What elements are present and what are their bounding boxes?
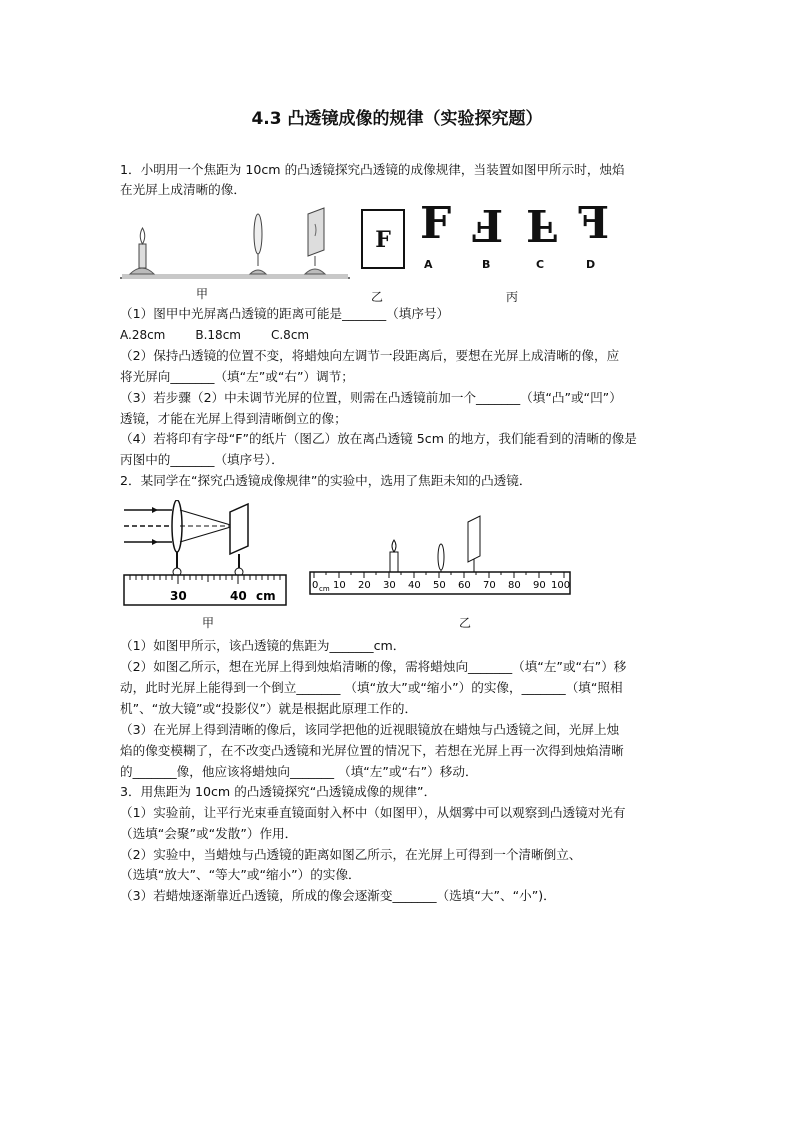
q2-part2-line-3: 机”、“放大镜”或“投影仪”）就是根据此原理工作的． [120, 701, 418, 716]
q3-part1-line-2: （选填“会聚”或“发散”）作用． [120, 826, 298, 841]
choice-a-glyph: F [420, 198, 452, 249]
q2-yi-tick-0: 0 [312, 580, 319, 591]
q1-stem-line-1: 1．小明用一个焦距为 10cm 的凸透镜探究凸透镜的成像规律，当装置如图甲所示时，烛焰 [120, 162, 625, 177]
q3-part2-line-1: （2）实验中，当蜡烛与凸透镜的距离如图乙所示，在光屏上可得到一个清晰倒立、 [120, 847, 582, 862]
q1-figure-jia [120, 204, 350, 284]
q2-part1-line: （1）如图甲所示，该凸透镜的焦距为_______cm． [120, 638, 406, 653]
q1-part4-line-2: 丙图中的_______（填序号）． [120, 452, 284, 467]
q2-stem-line: 2．某同学在“探究凸透镜成像规律”的实验中，选用了焦距未知的凸透镜． [120, 473, 532, 488]
q1-caption-jia: 甲 [196, 287, 209, 301]
choice-d-glyph: F [578, 198, 610, 249]
q1-part2-line-1: （2）保持凸透镜的位置不变，将蜡烛向左调节一段距离后，要想在光屏上成清晰的像，应 [120, 348, 620, 363]
choice-c-glyph: F [526, 199, 558, 250]
q2-part2-line-1: （2）如图乙所示，想在光屏上得到烛焰清晰的像，需将蜡烛向_______（填“左”或“右”）移 [120, 659, 627, 674]
q1-option-b: B.18cm [195, 328, 241, 342]
q2-part3-line-2: 焰的像变模糊了，在不改变凸透镜和光屏位置的情况下，若想在光屏上再一次得到烛焰清晰 [120, 743, 624, 758]
q1-option-c: C.8cm [270, 328, 310, 342]
q1-part1-line: （1）图甲中光屏离凸透镜的距离可能是_______（填序号） [120, 306, 450, 321]
q2-yi-tick-20: 20 [358, 580, 371, 591]
choice-d-label: D [586, 258, 596, 271]
q2-yi-tick-70: 70 [483, 580, 496, 591]
q1-option-a: A.28cm [120, 328, 166, 342]
q2-jia-tick-30: 30 [170, 589, 187, 603]
q1-part2-line-2: 将光屏向_______（填“左”或“右”）调节； [120, 369, 354, 384]
q1-part4-line-1: （4）若将印有字母“F”的纸片（图乙）放在离凸透镜 5cm 的地方，我们能看到的清晰的像是 [120, 431, 637, 446]
q3-part2-line-2: （选填“放大”、“等大”或“缩小”）的实像． [120, 867, 361, 882]
choice-c-label: C [536, 258, 545, 271]
q1-caption-bing: 丙 [506, 290, 519, 304]
q2-yi-tick-50: 50 [433, 580, 446, 591]
q3-part3-line: （3）若蜡烛逐渐靠近凸透镜，所成的像会逐渐变_______（选填“大”、“小”)． [120, 888, 556, 903]
q2-yi-tick-40: 40 [408, 580, 421, 591]
q2-jia-tick-40: 40 [230, 589, 247, 603]
choice-b-glyph: F [472, 199, 504, 250]
q2-yi-tick-80: 80 [508, 580, 521, 591]
q1-options [120, 327, 680, 343]
q1-stem-line-2: 在光屏上成清晰的像． [120, 182, 246, 197]
choice-b-label: B [482, 258, 491, 271]
q2-part3-line-3: 的_______像，他应该将蜡烛向_______ （填“左”或“右”）移动． [120, 764, 478, 779]
q2-figure-yi [308, 512, 574, 596]
q2-caption-jia: 甲 [202, 616, 215, 630]
q2-part3-line-1: （3）在光屏上得到清晰的像后，该同学把他的近视眼镜放在蜡烛与凸透镜之间，光屏上烛 [120, 722, 620, 737]
q2-yi-tick-60: 60 [458, 580, 471, 591]
q1-part3-line-2: 透镜，才能在光屏上得到清晰倒立的像； [120, 411, 347, 426]
q2-jia-unit: cm [256, 589, 276, 603]
q3-stem-line: 3．用焦距为 10cm 的凸透镜探究“凸透镜成像的规律”． [120, 784, 437, 799]
q2-yi-tick-10: 10 [333, 580, 346, 591]
q2-yi-tick-90: 90 [533, 580, 546, 591]
f-letter: F [375, 227, 391, 253]
q2-yi-tick-100: 100 [551, 580, 571, 591]
page-title: 4.3 凸透镜成像的规律（实验探究题） [251, 109, 543, 129]
q2-part2-line-2: 动，此时光屏上能得到一个倒立_______ （填“放大”或“缩小”）的实像，_______（填“照相 [120, 680, 623, 695]
choice-a-label: A [424, 258, 433, 271]
q1-figure-yi [361, 209, 405, 269]
q3-part1-line-1: （1）实验前，让平行光束垂直镜面射入杯中（如图甲），从烟雾中可以观察到凸透镜对光有 [120, 805, 626, 820]
q1-caption-yi: 乙 [371, 290, 384, 304]
q1-part3-line-1: （3）若步骤（2）中未调节光屏的位置，则需在凸透镜前加一个_______（填“凸”或“凹”） [120, 390, 622, 405]
q1-figure-bing [416, 200, 616, 280]
q2-yi-tick-30: 30 [383, 580, 396, 591]
q2-figure-jia [122, 500, 290, 610]
q2-yi-unit: cm [319, 585, 330, 593]
q2-caption-yi: 乙 [459, 616, 472, 630]
